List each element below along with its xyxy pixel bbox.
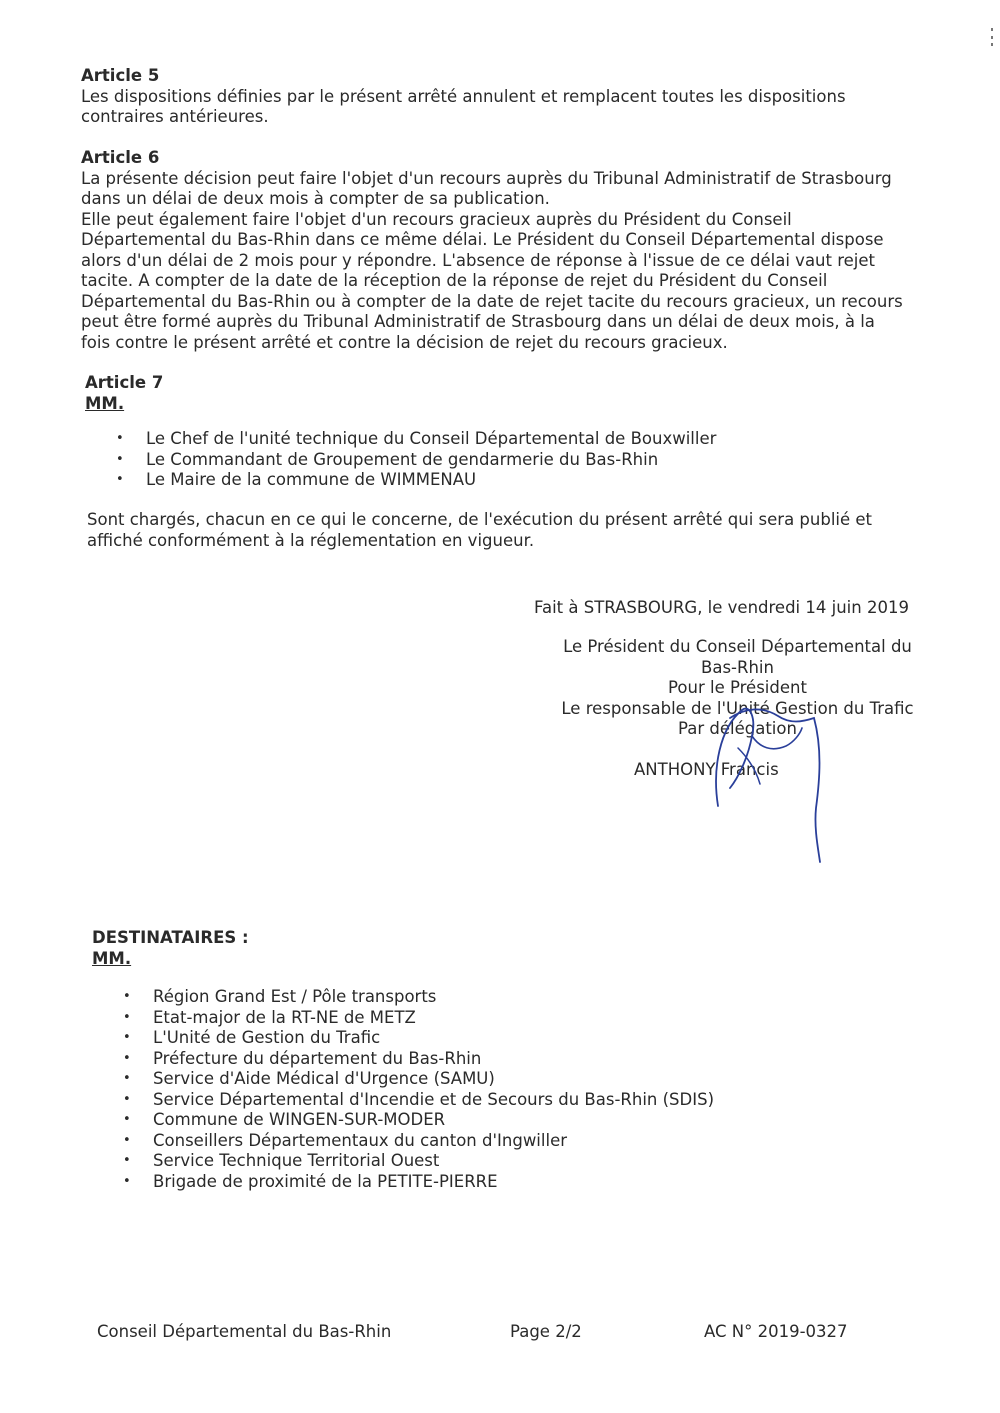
list-item: • Le Commandant de Groupement de gendarmerie du Bas-Rhin (146, 450, 716, 471)
article-6-line: tacite. A compter de la date de la réception de la réponse de rejet du Président du Conseil (81, 271, 828, 290)
article-7-salutation: MM. (85, 393, 125, 413)
footer-reference: AC N° 2019-0327 (704, 1322, 848, 1341)
list-item: • Brigade de proximité de la PETITE-PIERRE (153, 1172, 714, 1193)
scan-edge-mark (991, 28, 994, 50)
list-item: • Service Technique Territorial Ouest (153, 1151, 714, 1172)
article-6-line: Départemental du Bas-Rhin ou à compter de la date de rejet tacite du recours gracieux, un recours (81, 291, 903, 311)
article-6-line: alors d'un délai de 2 mois pour y répondre. L'absence de réponse à l'issue de ce délai vaut rejet (81, 250, 876, 270)
footer-page-number: Page 2/2 (510, 1322, 582, 1341)
article-6-line: dans un délai de deux mois à compter de sa publication. (81, 189, 550, 208)
signature-line: Le Président du Conseil Départemental du (563, 637, 912, 656)
article-7-list (146, 429, 716, 491)
list-item: • Etat-major de la RT-NE de METZ (153, 1008, 714, 1029)
signature-line: Pour le Président (668, 678, 807, 697)
article-6-line: Elle peut également faire l'objet d'un recours gracieux auprès du Président du Conseil (81, 209, 792, 229)
list-item: • L'Unité de Gestion du Trafic (153, 1028, 714, 1049)
signatory-name: ANTHONY Francis (634, 760, 779, 779)
article-6-line: La présente décision peut faire l'objet d'un recours auprès du Tribunal Administratif de Strasbourg (81, 168, 892, 188)
list-item: • Région Grand Est / Pôle transports (153, 987, 714, 1008)
article-7-heading: Article 7 (85, 373, 164, 392)
article-6 (81, 148, 903, 353)
place-date: Fait à STRASBOURG, le vendredi 14 juin 2019 (534, 598, 909, 617)
recipients-salutation: MM. (92, 948, 132, 968)
closing-line: affiché conformément à la réglementation en vigueur. (87, 530, 535, 550)
list-item: • Conseillers Départementaux du canton d'Ingwiller (153, 1131, 714, 1152)
article-7 (85, 373, 163, 414)
recipients-heading: DESTINATAIRES : (92, 928, 249, 947)
closing-line: Sont chargés, chacun en ce qui le concerne, de l'exécution du présent arrêté qui sera publié et (87, 510, 873, 529)
article-5 (81, 66, 846, 128)
article-6-line: Départemental du Bas-Rhin dans ce même délai. Le Président du Conseil Départemental dispose (81, 230, 884, 249)
list-item: • Service Départemental d'Incendie et de Secours du Bas-Rhin (SDIS) (153, 1090, 714, 1111)
article-6-heading: Article 6 (81, 148, 160, 167)
list-item: • Service d'Aide Médical d'Urgence (SAMU) (153, 1069, 714, 1090)
article-6-line: fois contre le présent arrêté et contre la décision de rejet du recours gracieux. (81, 332, 728, 352)
article-5-line: contraires antérieures. (81, 107, 269, 126)
list-item: • Le Chef de l'unité technique du Conseil Départemental de Bouxwiller (146, 429, 716, 450)
recipients-list (153, 987, 714, 1192)
signature-line: Bas-Rhin (701, 657, 774, 677)
signature-line: Par délégation (678, 719, 797, 738)
recipients-header (92, 928, 249, 969)
handwritten-signature (690, 688, 840, 868)
article-6-line: peut être formé auprès du Tribunal Administratif de Strasbourg dans un délai de deux mois, à la (81, 312, 875, 331)
article-5-line: Les dispositions définies par le présent arrêté annulent et remplacent toutes les dispositions (81, 86, 846, 106)
list-item: • Préfecture du département du Bas-Rhin (153, 1049, 714, 1070)
article-5-heading: Article 5 (81, 66, 160, 85)
list-item: • Commune de WINGEN-SUR-MODER (153, 1110, 714, 1131)
article-7-closing (87, 510, 872, 551)
footer-organization: Conseil Départemental du Bas-Rhin (97, 1322, 392, 1341)
list-item: • Le Maire de la commune de WIMMENAU (146, 470, 716, 491)
signature-line: Le responsable de l'Unité Gestion du Trafic (561, 698, 914, 718)
